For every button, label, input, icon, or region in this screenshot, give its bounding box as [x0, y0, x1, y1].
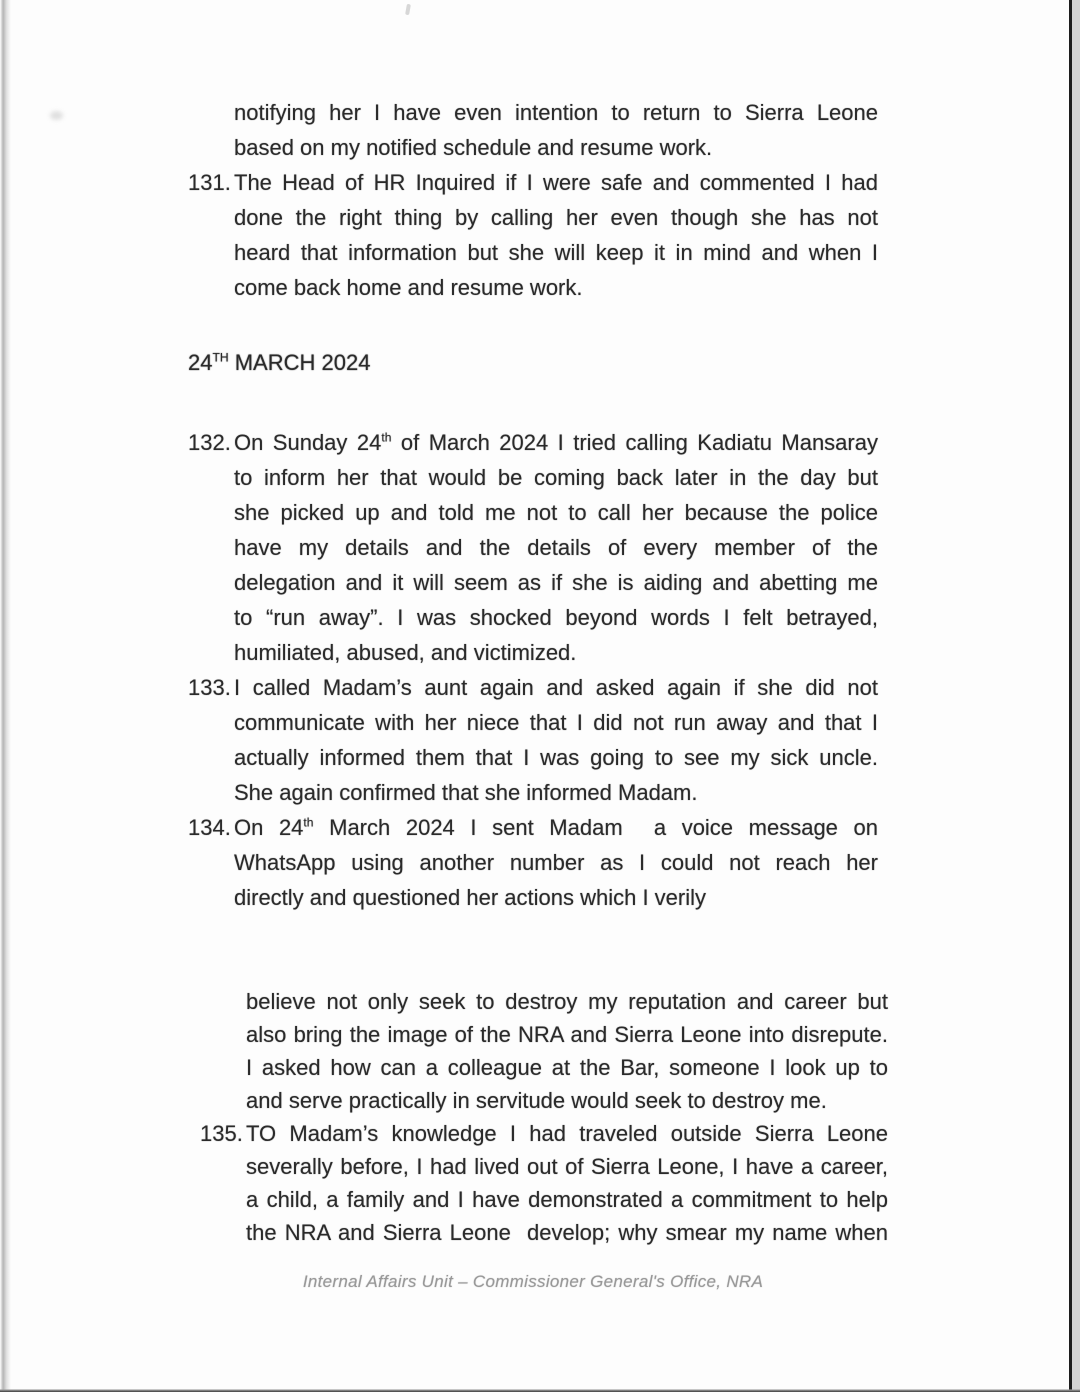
- text-line: On Sunday 24th of March 2024 I tried calling Kadiatu Mansaray: [234, 430, 878, 455]
- numbered-paragraph-132: [188, 425, 878, 670]
- document-text-block: [200, 985, 888, 1249]
- text-line: actually informed them that I was going to see my sick uncle.: [234, 745, 878, 770]
- numbered-paragraph-133: [188, 670, 878, 810]
- text-line: also bring the image of the NRA and Sierra Leone into disrepute.: [246, 1022, 888, 1047]
- text-line: I asked how can a colleague at the Bar, someone I look up to: [246, 1055, 888, 1080]
- scan-edge-right: [1072, 0, 1080, 1392]
- text-line: TO Madam’s knowledge I had traveled outside Sierra Leone: [246, 1121, 888, 1146]
- scan-edge-left: [0, 0, 11, 1392]
- paragraph-number: 131.: [188, 170, 231, 195]
- text-line: come back home and resume work.: [234, 275, 583, 300]
- paragraph-number: 132.: [188, 430, 231, 455]
- scan-artifact: [50, 111, 63, 120]
- text-line: delegation and it will seem as if she is aiding and abetting me: [234, 570, 878, 595]
- date-heading: 24TH MARCH 2024: [188, 350, 371, 375]
- text-line: directly and questioned her actions which I verily: [234, 885, 707, 910]
- text-line: I called Madam’s aunt again and asked again if she did not: [234, 675, 878, 700]
- paragraph-number: 134.: [188, 815, 231, 840]
- text-line: The Head of HR Inquired if I were safe and commented I had: [234, 170, 878, 195]
- text-line: WhatsApp using another number as I could not reach her: [234, 850, 878, 875]
- text-line: and serve practically in servitude would seek to destroy me.: [246, 1088, 827, 1113]
- superscript: th: [303, 815, 314, 830]
- text-line: communicate with her niece that I did not run away and that I: [234, 710, 878, 735]
- text-line: a child, a family and I have demonstrated a commitment to help: [246, 1187, 888, 1212]
- superscript: TH: [212, 350, 229, 365]
- text-line: heard that information but she will keep it in mind and when I: [234, 240, 878, 265]
- numbered-paragraph-134: [188, 810, 878, 915]
- paragraph-number: 133.: [188, 675, 231, 700]
- text-line: the NRA and Sierra Leone develop; why smear my name when: [246, 1220, 888, 1245]
- text-line: notifying her I have even intention to return to Sierra Leone: [234, 100, 878, 125]
- document-text-block: [188, 95, 878, 915]
- text-line: humiliated, abused, and victimized.: [234, 640, 577, 665]
- scan-page-border: [1069, 0, 1072, 1392]
- continuation-paragraph: [188, 95, 878, 165]
- text-line: done the right thing by calling her even though she has not: [234, 205, 878, 230]
- text-line: have my details and the details of every member of the: [234, 535, 878, 560]
- text-line: based on my notified schedule and resume work.: [234, 135, 713, 160]
- continuation-paragraph: [200, 985, 888, 1117]
- text-line: She again confirmed that she informed Madam.: [234, 780, 698, 805]
- text-line: On 24th March 2024 I sent Madam a voice message on: [234, 815, 878, 840]
- text-line: believe not only seek to destroy my reputation and career but: [246, 989, 888, 1014]
- numbered-paragraph-131: [188, 165, 878, 305]
- text-line: she picked up and told me not to call her because the police: [234, 500, 878, 525]
- text-line: to “run away”. I was shocked beyond words I felt betrayed,: [234, 605, 878, 630]
- numbered-paragraph-135: [200, 1117, 888, 1249]
- scan-artifact: [405, 4, 411, 16]
- paragraph-number: 135.: [200, 1121, 243, 1146]
- superscript: th: [381, 430, 392, 445]
- text-line: severally before, I had lived out of Sierra Leone, I have a career,: [246, 1154, 888, 1179]
- text-line: to inform her that would be coming back later in the day but: [234, 465, 878, 490]
- page-footer: Internal Affairs Unit – Commissioner General's Office, NRA: [302, 1272, 764, 1291]
